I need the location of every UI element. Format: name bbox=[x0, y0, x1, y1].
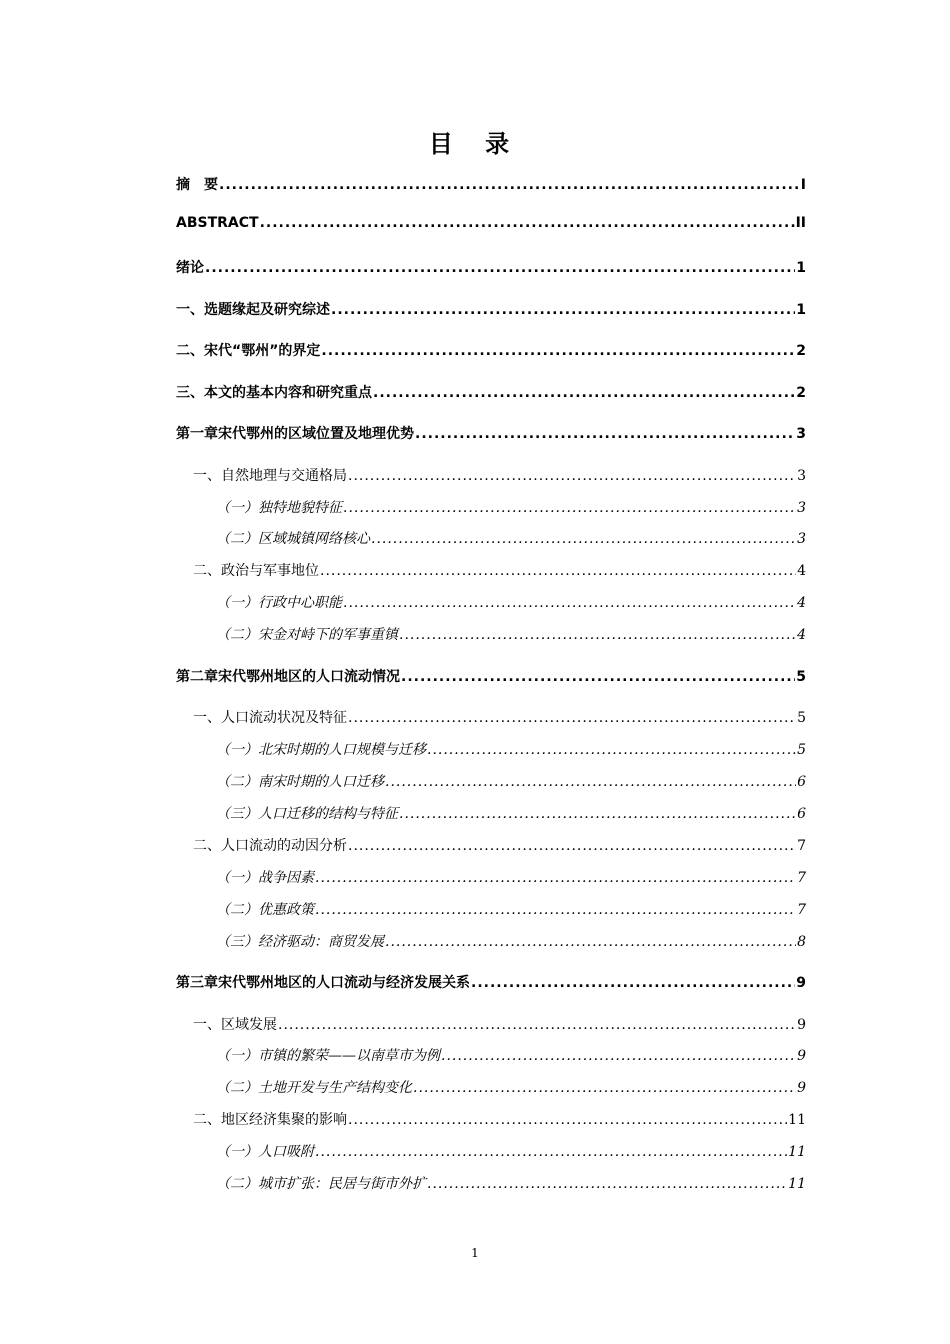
toc-leader-dots bbox=[315, 1144, 787, 1160]
toc-leader-dots bbox=[260, 215, 795, 231]
toc-entry-number: 第三章 bbox=[176, 975, 218, 991]
toc-leader-dots bbox=[343, 595, 796, 611]
toc-entry-page: 11 bbox=[788, 1176, 806, 1192]
toc-entry-abstract-en[interactable] bbox=[176, 215, 806, 231]
toc-entry-ch2-sec1-2[interactable] bbox=[216, 771, 806, 791]
toc-entry-ch1-sec2-1[interactable] bbox=[216, 592, 806, 612]
toc-entry-number: 一、 bbox=[176, 302, 204, 318]
toc-leader-dots bbox=[427, 1176, 787, 1192]
toc-entry-ch2-sec2-1[interactable] bbox=[216, 867, 806, 887]
toc-entry-page: 6 bbox=[797, 806, 806, 822]
toc-entry-number: （三） bbox=[216, 934, 258, 950]
toc-entry-ch2-sec2-3[interactable] bbox=[216, 931, 806, 951]
toc-entry-number: 二、 bbox=[193, 1112, 221, 1128]
toc-entry-chapter-3[interactable] bbox=[176, 972, 806, 992]
toc-entry-title: 宋代鄂州的区域位置及地理优势 bbox=[218, 426, 414, 442]
toc-leader-dots bbox=[320, 563, 796, 579]
toc-leader-dots bbox=[278, 1017, 796, 1033]
toc-entry-title: 人口流动的动因分析 bbox=[221, 838, 347, 854]
toc-entry-chapter-1[interactable] bbox=[176, 423, 806, 443]
toc-entry-number: 二、 bbox=[193, 838, 221, 854]
toc-entry-number: 二、 bbox=[193, 563, 221, 579]
toc-entry-page: 8 bbox=[797, 934, 806, 950]
toc-entry-title: 宋金对峙下的军事重镇 bbox=[258, 627, 398, 643]
toc-entry-page: 4 bbox=[797, 627, 806, 643]
toc-entry-ch1-sec2-2[interactable] bbox=[216, 624, 806, 644]
toc-entry-page: 2 bbox=[796, 343, 806, 359]
toc-leader-dots bbox=[415, 426, 795, 442]
toc-entry-number: 一、 bbox=[193, 1017, 221, 1033]
toc-entry-number: （一） bbox=[216, 1144, 258, 1160]
toc-leader-dots bbox=[399, 627, 796, 643]
toc-leader-dots bbox=[371, 531, 796, 547]
toc-leader-dots bbox=[401, 669, 795, 685]
toc-leader-dots bbox=[348, 710, 796, 726]
toc-entry-number: （一） bbox=[216, 500, 258, 516]
toc-leader-dots bbox=[413, 1080, 796, 1096]
toc-entry-number: （二） bbox=[216, 627, 258, 643]
toc-entry-number: （二） bbox=[216, 902, 258, 918]
toc-entry-page: II bbox=[795, 215, 806, 231]
toc-entry-ch2-sec2[interactable] bbox=[193, 835, 806, 855]
toc-entry-title: 区域城镇网络核心 bbox=[258, 531, 370, 547]
toc-entry-title: 行政中心职能 bbox=[258, 595, 342, 611]
toc-leader-dots bbox=[399, 806, 796, 822]
toc-entry-page: 11 bbox=[788, 1144, 806, 1160]
toc-entry-ch1-sec1-2[interactable] bbox=[216, 528, 806, 548]
toc-entry-title: 土地开发与生产结构变化 bbox=[258, 1080, 412, 1096]
toc-entry-number: 一、 bbox=[193, 468, 221, 484]
toc-entry-intro-2[interactable] bbox=[176, 340, 806, 360]
toc-entry-ch3-sec2-1[interactable] bbox=[216, 1141, 806, 1161]
toc-entry-page: 3 bbox=[796, 426, 806, 442]
toc-entry-number: 三、 bbox=[176, 385, 204, 401]
toc-entry-ch2-sec2-2[interactable] bbox=[216, 899, 806, 919]
toc-entry-page: 7 bbox=[797, 838, 806, 854]
toc-entry-abstract-cn[interactable] bbox=[176, 174, 806, 194]
toc-entry-number: （二） bbox=[216, 774, 258, 790]
toc-entry-page: 11 bbox=[788, 1112, 806, 1128]
toc-leader-dots bbox=[331, 302, 795, 318]
toc-entry-title: 城市扩张：民居与街市外扩 bbox=[258, 1176, 426, 1192]
toc-entry-page: 5 bbox=[797, 742, 806, 758]
toc-entry-title: 优惠政策 bbox=[258, 902, 314, 918]
toc-entry-title: 区域发展 bbox=[221, 1017, 277, 1033]
toc-entry-page: 6 bbox=[797, 774, 806, 790]
toc-entry-title: 宋代鄂州地区的人口流动情况 bbox=[218, 669, 400, 685]
toc-leader-dots bbox=[427, 742, 796, 758]
toc-entry-page: I bbox=[800, 177, 806, 193]
toc-entry-title: 市镇的繁荣——以南草市为例 bbox=[258, 1048, 440, 1064]
toc-entry-title: 自然地理与交通格局 bbox=[221, 468, 347, 484]
toc-entry-page: 4 bbox=[797, 563, 806, 579]
toc-entry-page: 3 bbox=[797, 500, 806, 516]
toc-entry-number: 二、 bbox=[176, 343, 204, 359]
toc-entry-intro-1[interactable] bbox=[176, 299, 806, 319]
toc-entry-page: 1 bbox=[796, 260, 806, 276]
toc-leader-dots bbox=[373, 385, 795, 401]
toc-entry-introduction[interactable] bbox=[176, 257, 806, 277]
toc-entry-title: ABSTRACT bbox=[176, 215, 259, 231]
toc-entry-page: 5 bbox=[797, 710, 806, 726]
toc-entry-number: （二） bbox=[216, 1176, 258, 1192]
toc-entry-page: 1 bbox=[796, 302, 806, 318]
toc-leader-dots bbox=[219, 177, 800, 193]
toc-entry-number: 第二章 bbox=[176, 669, 218, 685]
toc-entry-title: 南宋时期的人口迁移 bbox=[258, 774, 384, 790]
toc-leader-dots bbox=[348, 838, 796, 854]
toc-entry-title: 宋代鄂州地区的人口流动与经济发展关系 bbox=[218, 975, 470, 991]
toc-entry-page: 7 bbox=[797, 870, 806, 886]
toc-entry-page: 5 bbox=[796, 669, 806, 685]
toc-entry-ch2-sec1-1[interactable] bbox=[216, 739, 806, 759]
toc-entry-number: （一） bbox=[216, 742, 258, 758]
toc-entry-ch2-sec1[interactable] bbox=[193, 707, 806, 727]
toc-entry-title: 经济驱动：商贸发展 bbox=[258, 934, 384, 950]
toc-entry-ch1-sec2[interactable] bbox=[193, 560, 806, 580]
toc-entry-title: 独特地貌特征 bbox=[258, 500, 342, 516]
toc-entry-number: 第一章 bbox=[176, 426, 218, 442]
toc-entry-ch3-sec1[interactable] bbox=[193, 1014, 806, 1034]
toc-leader-dots bbox=[343, 500, 796, 516]
toc-entry-title: 地区经济集聚的影响 bbox=[221, 1112, 347, 1128]
toc-entry-page: 3 bbox=[797, 468, 806, 484]
toc-entry-number: （二） bbox=[216, 1080, 258, 1096]
toc-entry-title: 选题缘起及研究综述 bbox=[204, 302, 330, 318]
toc-leader-dots bbox=[385, 934, 796, 950]
toc-entry-chapter-2[interactable] bbox=[176, 666, 806, 686]
toc-entry-ch3-sec1-2[interactable] bbox=[216, 1077, 806, 1097]
toc-entry-page: 3 bbox=[797, 531, 806, 547]
toc-entry-ch3-sec1-1[interactable] bbox=[216, 1045, 806, 1065]
toc-entry-page: 9 bbox=[797, 1017, 806, 1033]
toc-entry-ch3-sec2[interactable] bbox=[193, 1109, 806, 1129]
toc-entry-number: （三） bbox=[216, 806, 258, 822]
toc-title: 目 录 bbox=[428, 130, 522, 158]
toc-entry-title: 人口流动状况及特征 bbox=[221, 710, 347, 726]
toc-leader-dots bbox=[205, 260, 795, 276]
toc-entry-number: 一、 bbox=[193, 710, 221, 726]
toc-entry-page: 9 bbox=[797, 1048, 806, 1064]
toc-entry-title: 摘 要 bbox=[176, 177, 218, 193]
toc-entry-title: 北宋时期的人口规模与迁移 bbox=[258, 742, 426, 758]
toc-entry-page: 9 bbox=[797, 1080, 806, 1096]
toc-entry-number: （一） bbox=[216, 595, 258, 611]
toc-leader-dots bbox=[348, 1112, 787, 1128]
toc-entry-ch2-sec1-3[interactable] bbox=[216, 803, 806, 823]
toc-entry-ch1-sec1[interactable] bbox=[193, 465, 806, 485]
toc-entry-ch1-sec1-1[interactable] bbox=[216, 497, 806, 517]
toc-leader-dots bbox=[471, 975, 795, 991]
toc-entry-page: 7 bbox=[797, 902, 806, 918]
toc-entry-title: 本文的基本内容和研究重点 bbox=[204, 385, 372, 401]
toc-entry-ch3-sec2-2[interactable] bbox=[216, 1173, 806, 1193]
toc-entry-title: 政治与军事地位 bbox=[221, 563, 319, 579]
toc-entry-title: 人口迁移的结构与特征 bbox=[258, 806, 398, 822]
toc-entry-title: 绪论 bbox=[176, 260, 204, 276]
toc-entry-number: （二） bbox=[216, 531, 258, 547]
toc-entry-number: （一） bbox=[216, 1048, 258, 1064]
toc-entry-page: 2 bbox=[796, 385, 806, 401]
toc-entry-title: 宋代“鄂州”的界定 bbox=[204, 343, 321, 359]
toc-entry-title: 战争因素 bbox=[258, 870, 314, 886]
toc-leader-dots bbox=[348, 468, 796, 484]
toc-leader-dots bbox=[315, 870, 796, 886]
toc-leader-dots bbox=[441, 1048, 796, 1064]
toc-entry-page: 9 bbox=[796, 975, 806, 991]
toc-entry-number: （一） bbox=[216, 870, 258, 886]
toc-leader-dots bbox=[385, 774, 796, 790]
toc-entry-title: 人口吸附 bbox=[258, 1144, 314, 1160]
toc-entry-page: 4 bbox=[797, 595, 806, 611]
page-number: 1 bbox=[471, 1246, 479, 1260]
toc-entry-intro-3[interactable] bbox=[176, 382, 806, 402]
toc-leader-dots bbox=[321, 343, 795, 359]
toc-leader-dots bbox=[315, 902, 796, 918]
